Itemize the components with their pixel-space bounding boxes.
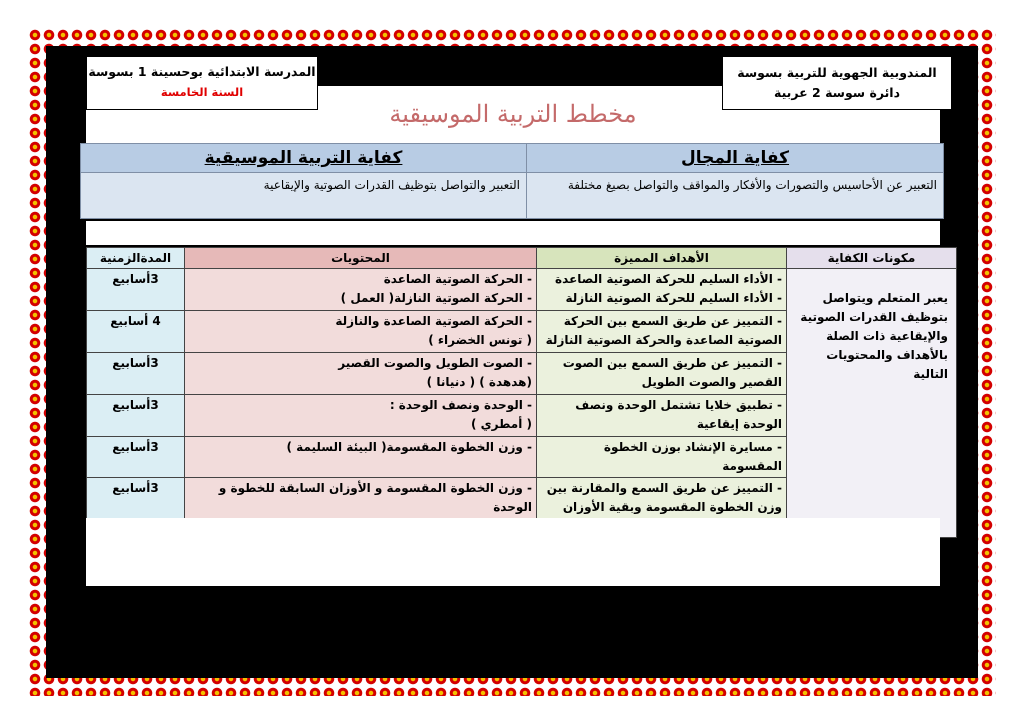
header-school	[86, 56, 318, 110]
duration-cell: 3أسابيع	[87, 478, 185, 538]
header-left-line2: السنة الخامسة	[160, 85, 244, 99]
header-contents: المحتويات	[185, 248, 537, 269]
page-title: مخطط التربية الموسيقية	[389, 100, 637, 128]
duration-cell: 4 أسابيع	[87, 311, 185, 353]
content-cell	[185, 437, 537, 478]
content-line: - وزن الخطوة المقسومة و الأوزان السابقة للخطوة و الوحدة	[218, 481, 532, 514]
goal-line: - التمييز عن طريق السمع بين الحركة	[563, 314, 782, 328]
spacer-strip	[86, 221, 940, 245]
goal-line: - الأداء السليم للحركة الصوتية النازلة	[565, 291, 782, 305]
goal-line: - الأداء السليم للحركة الصوتية الصاعدة	[555, 272, 782, 286]
goal-line: - التمييز عن طريق السمع بين الصوت	[562, 356, 782, 370]
content-line: - الحركة الصوتية الصاعدة	[383, 272, 532, 286]
blank-area	[86, 518, 940, 586]
content-cell	[185, 311, 537, 353]
goal-line: الوحدة إيقاعية	[696, 417, 782, 431]
header-goals: الأهداف المميزة	[537, 248, 787, 269]
music-competence-text: التعبير والتواصل بتوظيف القدرات الصوتية والإيقاعية	[80, 172, 527, 219]
goal-cell	[537, 311, 787, 353]
table-row	[87, 269, 957, 311]
domain-competence-text: التعبير عن الأحاسيس والتصورات والأفكار والمواقف والتواصل بصيغ مختلفة	[526, 172, 944, 219]
components-cell: يعبر المتعلم ويتواصل بتوظيف القدرات الصوتية والإيقاعية ذات الصلة بالأهداف والمحتويات التالية	[787, 269, 957, 538]
music-competence-heading: كفاية التربية الموسيقية	[80, 143, 527, 173]
goal-line: - تطبيق خلايا تشتمل الوحدة ونصف	[575, 398, 782, 412]
content-line: ( تونس الخضراء )	[428, 333, 532, 347]
table-header-row	[87, 248, 957, 269]
goal-line: - مسايرة الإنشاد بوزن الخطوة المقسومة	[603, 440, 782, 473]
content-line: ( أمطري )	[470, 417, 532, 431]
competence-block	[80, 143, 944, 219]
content-line: - الحركة الصوتية الصاعدة والنازلة	[335, 314, 532, 328]
content-cell	[185, 269, 537, 311]
goal-line: الصوتية الصاعدة والحركة الصوتية النازلة	[545, 333, 782, 347]
goal-cell	[537, 269, 787, 311]
content-cell	[185, 353, 537, 395]
duration-cell: 3أسابيع	[87, 437, 185, 478]
duration-cell: 3أسابيع	[87, 269, 185, 311]
header-duration: المدةالزمنية	[87, 248, 185, 269]
content-line: - الحركة الصوتية النازلة( العمل )	[340, 291, 532, 305]
content-line: - الصوت الطويل والصوت القصير	[338, 356, 532, 370]
content-line: (هدهدة ) ( دنيانا )	[426, 375, 532, 389]
goal-line: وزن الخطوة المقسومة وبقية الأوزان	[562, 500, 782, 514]
goal-line: القصير والصوت الطويل	[641, 375, 782, 389]
content-line: - وزن الخطوة المقسومة( البيئة السليمة )	[286, 440, 532, 454]
header-left-line1: المدرسة الابتدائية بوحسينة 1 بسوسة	[88, 64, 316, 79]
goal-cell	[537, 353, 787, 395]
goal-cell	[537, 395, 787, 437]
domain-competence-heading: كفاية المجال	[526, 143, 944, 173]
header-right-line1: المندوبية الجهوية للتربية بسوسة	[737, 65, 937, 80]
header-components: مكونات الكفاية	[787, 248, 957, 269]
goal-cell	[537, 437, 787, 478]
duration-cell: 3أسابيع	[87, 395, 185, 437]
content-cell	[185, 395, 537, 437]
header-right-line2: دائرة سوسة 2 عربية	[773, 85, 900, 100]
plan-table	[86, 247, 957, 538]
header-regional-office	[722, 56, 952, 110]
goal-line: - التمييز عن طريق السمع والمقارنة بين	[546, 481, 782, 495]
duration-cell: 3أسابيع	[87, 353, 185, 395]
content-line: - الوحدة ونصف الوحدة :	[389, 398, 532, 412]
